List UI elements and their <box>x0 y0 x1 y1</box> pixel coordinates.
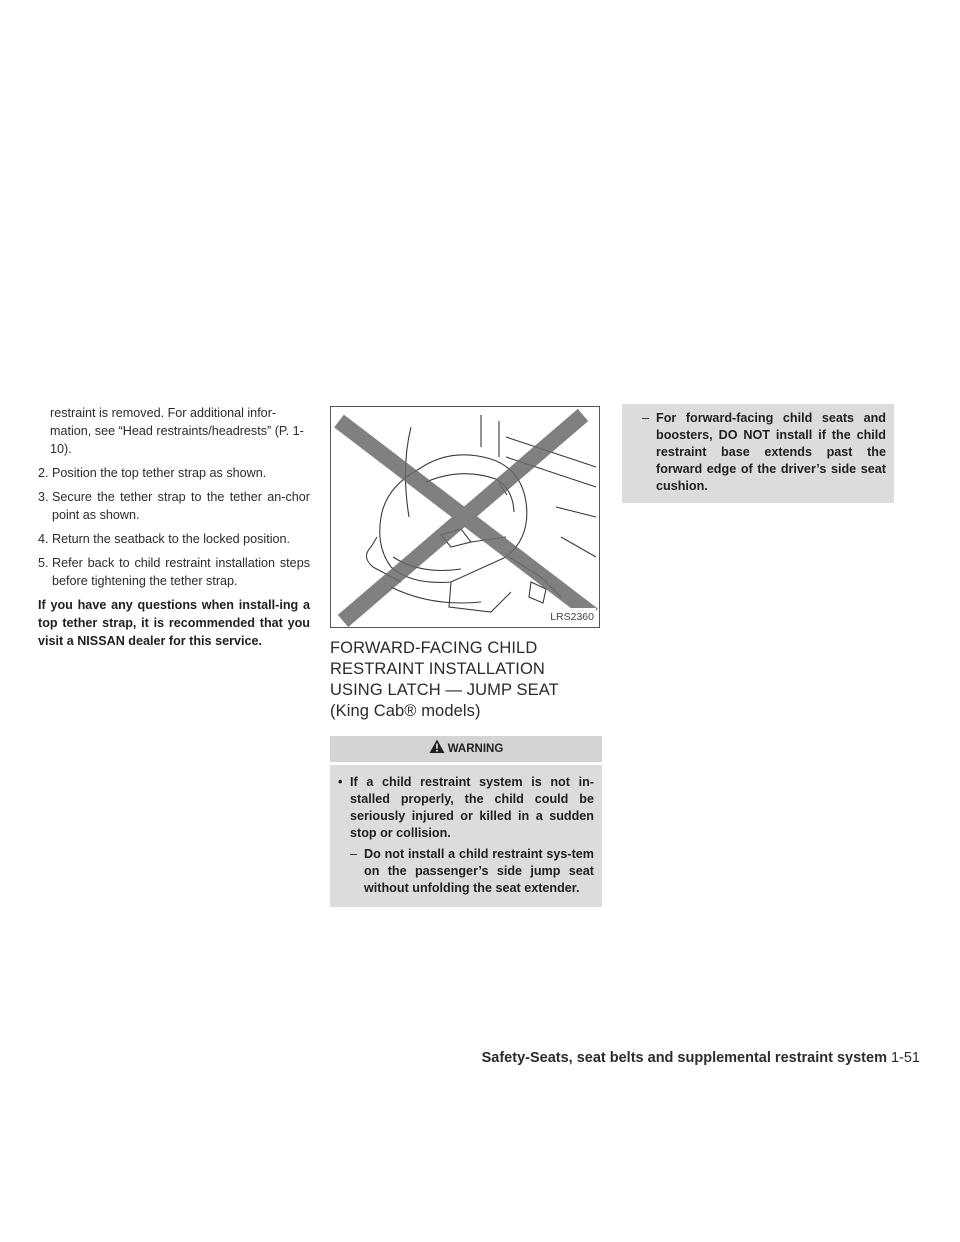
step-text: Secure the tether strap to the tether an-chor point as shown. <box>52 490 310 522</box>
warning-body <box>330 765 602 907</box>
step-item <box>38 488 310 524</box>
warning-sub-text: For forward-facing child seats and boosters, DO NOT install if the child restraint base extends past the forward edge of the driver’s side seat cushion. <box>656 411 886 493</box>
warning-box <box>330 736 602 907</box>
dealer-note: If you have any questions when install-ing a top tether strap, it is recommended that you visit a NISSAN dealer for this service. <box>38 598 310 648</box>
step-item <box>38 464 310 482</box>
child-seat-figure <box>330 406 600 628</box>
step-number: 3. <box>38 490 49 504</box>
warning-triangle-icon <box>429 739 445 760</box>
crossed-out-child-seat-illustration <box>331 407 600 628</box>
warning-bullet <box>338 774 594 842</box>
right-column <box>622 404 894 503</box>
step-text: Refer back to child restraint installation steps before tightening the tether strap. <box>52 556 310 588</box>
warning-bullet-text: If a child restraint system is not in-stalled properly, the child could be seriously injured or killed in a sudden stop or collision. <box>350 775 594 840</box>
step-text: Return the seatback to the locked position. <box>52 532 291 546</box>
figure-code: LRS2360 <box>548 608 596 626</box>
step-item <box>38 530 310 548</box>
dash-mark: – <box>350 847 358 861</box>
warning-sub-text: Do not install a child restraint sys-tem on the passenger’s side jump seat without unfolding the seat extender. <box>364 847 594 895</box>
page-footer <box>482 1050 920 1066</box>
warning-continued <box>622 404 894 503</box>
dash-mark: – <box>642 411 650 425</box>
warning-label: WARNING <box>447 743 504 755</box>
continued-paragraph: restraint is removed. For additional infor-mation, see “Head restraints/headrests” (P. 1-10). <box>50 406 304 456</box>
left-column <box>38 404 310 650</box>
middle-column <box>330 404 602 907</box>
page-number: 1-51 <box>890 1050 920 1066</box>
footer-title: Safety-Seats, seat belts and supplemental restraint system <box>481 1050 887 1066</box>
bullet-mark: • <box>338 775 343 789</box>
section-heading: FORWARD-FACING CHILD RESTRAINT INSTALLATION USING LATCH — JUMP SEAT (King Cab® models) <box>330 639 559 720</box>
cross-out-x <box>339 415 593 621</box>
warning-sub-item <box>642 410 886 495</box>
step-item <box>38 554 310 590</box>
step-number: 5. <box>38 556 49 570</box>
step-text: Position the top tether strap as shown. <box>52 466 267 480</box>
step-number: 4. <box>38 532 49 546</box>
warning-header <box>330 736 602 765</box>
step-number: 2. <box>38 466 49 480</box>
warning-sub-item <box>350 846 594 897</box>
